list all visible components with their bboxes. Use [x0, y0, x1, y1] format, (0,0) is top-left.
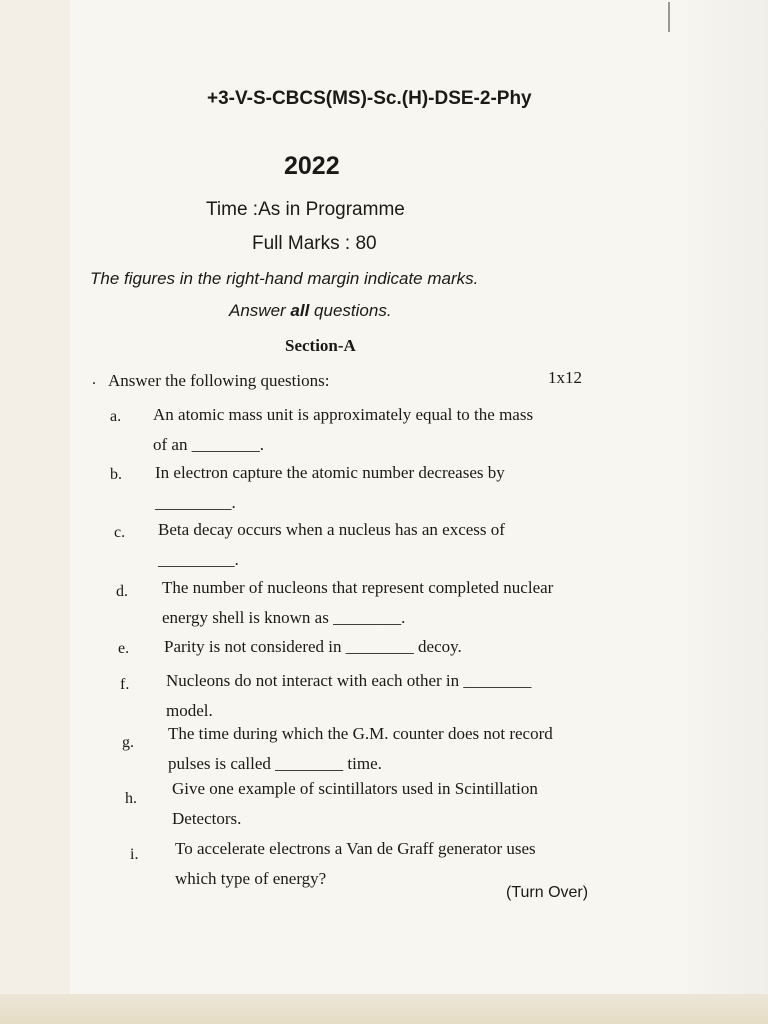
question-letter: i.	[130, 846, 139, 863]
question-line: Give one example of scintillators used in Scintillation	[172, 779, 538, 798]
answer-bold: all	[290, 301, 310, 320]
question-text	[162, 573, 612, 633]
question-line: The number of nucleons that represent completed nuclear	[162, 578, 554, 597]
exam-year: 2022	[284, 152, 340, 180]
question-bullet: .	[92, 371, 96, 388]
question-line: To accelerate electrons a Van de Graff generator uses	[175, 839, 536, 858]
answer-prefix: Answer	[229, 301, 291, 320]
turn-over: (Turn Over)	[506, 884, 589, 901]
question-letter: a.	[110, 408, 122, 425]
question-letter: g.	[122, 734, 134, 751]
page-mark	[668, 2, 670, 32]
question-line: The time during which the G.M. counter does not record	[168, 724, 553, 743]
question-line: Detectors.	[172, 809, 242, 828]
question-line: model.	[166, 701, 213, 720]
question-line: Beta decay occurs when a nucleus has an excess of	[158, 520, 505, 539]
marks-note: The figures in the right-hand margin indicate marks.	[90, 269, 479, 288]
answer-suffix: questions.	[309, 301, 392, 320]
question-text	[153, 400, 603, 460]
question-text	[172, 774, 622, 834]
full-marks: Full Marks : 80	[252, 233, 377, 254]
paper-code: +3-V-S-CBCS(MS)-Sc.(H)-DSE-2-Phy	[207, 88, 532, 109]
question-text	[166, 666, 616, 726]
question-letter: e.	[118, 640, 130, 657]
question-line: _________.	[155, 493, 236, 512]
question-line: energy shell is known as ________.	[162, 608, 406, 627]
question-line: pulses is called ________ time.	[168, 754, 382, 773]
question-letter: h.	[125, 790, 137, 807]
table-surface	[0, 994, 768, 1024]
page-edge	[688, 0, 768, 1024]
answer-instruction	[229, 301, 392, 321]
question-letter: f.	[120, 676, 130, 693]
question-line: Nucleons do not interact with each other in ________	[166, 671, 532, 690]
question-letter: b.	[110, 466, 122, 483]
question-line: which type of energy?	[175, 869, 327, 888]
question-line: Parity is not considered in ________ decoy.	[164, 637, 462, 656]
section-instruction: Answer the following questions:	[108, 371, 330, 390]
section-marks: 1x12	[548, 368, 582, 387]
question-letter: c.	[114, 524, 126, 541]
exam-time: Time :As in Programme	[206, 199, 405, 220]
question-text	[168, 719, 618, 779]
question-text	[158, 515, 608, 575]
question-line: An atomic mass unit is approximately equal to the mass	[153, 405, 534, 424]
question-line: of an ________.	[153, 435, 264, 454]
question-letter: d.	[116, 583, 128, 600]
question-line: _________.	[158, 550, 239, 569]
section-title: Section-A	[285, 336, 356, 355]
question-line: In electron capture the atomic number decreases by	[155, 463, 505, 482]
question-text	[155, 458, 605, 518]
question-text	[164, 632, 614, 662]
